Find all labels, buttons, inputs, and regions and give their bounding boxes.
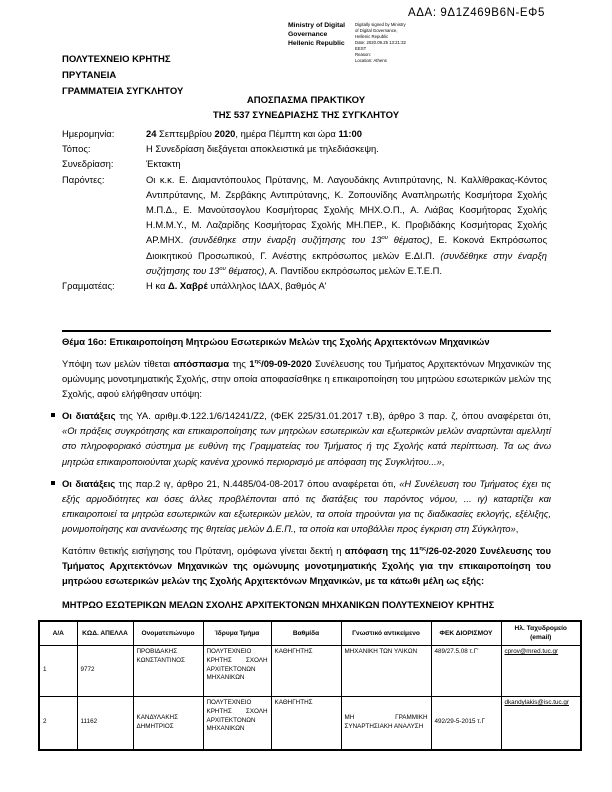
meta-row-session-type [62, 156, 547, 171]
table-row [39, 645, 581, 696]
column-header-fek: ΦΕΚ ΔΙΟΡΙΣΜΟΥ [431, 621, 501, 645]
meta-label: Συνεδρίαση: [62, 158, 114, 170]
column-header-aa: Α/Α [39, 621, 77, 645]
meeting-metadata [62, 126, 547, 293]
institution-line: ΠΟΛΥΤΕΧΝΕΙΟ ΚΡΗΤΗΣ [62, 54, 171, 65]
meta-value: 24 Σεπτεμβρίου 2020, ημέρα Πέμπτη και ώρα 11:00 [146, 128, 362, 139]
cell-fek: 492/29-5-2015 τ.Γ [431, 696, 501, 750]
column-header-name: Ονοματεπώνυμο [133, 621, 203, 645]
meta-label: Τόπος: [62, 143, 91, 155]
cell-institution: ΠΟΛΥΤΕΧΝΕΙΟ ΚΡΗΤΗΣ ΣΧΟΛΗ ΑΡΧΙΤΕΚΤΟΝΩΝ ΜΗΧΑΝΙΚΩΝ [203, 645, 271, 696]
list-item [62, 476, 551, 536]
cell-email [501, 645, 581, 696]
cell-name: ΠΡΟΒΙΔΑΚΗΣ ΚΩΝΣΤΑΝΤΙΝΟΣ [133, 645, 203, 696]
cell-fek: 489/27.5.08 τ.Γ' [431, 645, 501, 696]
registry-table [38, 620, 582, 750]
cell-email [501, 696, 581, 750]
meta-row-secretary [62, 278, 547, 293]
bullet-text: Οι διατάξεις της ΥΑ. αριθμ.Φ.122.1/6/14241/Ζ2, (ΦΕΚ 225/31.01.2017 τ.Β), άρθρο 3 παρ. ζ, όπου αναφέρεται ότι, «Οι πράξεις συγκρότησης και επικαιροποίησης των μητρώων εσωτερικών και εξωτερικών μελών αναρτώνται αμελλητί στο πληροφοριακό σύστημα με ευθύνη της Γραμματείας του Τμήματος ή της Σχολής κατά περίπτωση. Τα ως άνω μητρώα επικαιροποιούνται χωρίς κανένα χρονικό περιορισμό με απόφαση της Συγκλήτου...», [62, 410, 551, 467]
meta-row-date [62, 126, 547, 141]
cell-apella-code: 11162 [77, 696, 133, 750]
table-row [39, 696, 581, 750]
column-header-field: Γνωστικό αντικείμενο [341, 621, 431, 645]
email-link[interactable]: dkandylakis@isc.tuc.gr [504, 698, 569, 706]
square-bullet-icon [51, 481, 55, 485]
cell-field: ΜΗΧΑΝΙΚΗ ΤΩΝ ΥΛΙΚΩΝ [341, 645, 431, 696]
email-link[interactable]: cprov@mred.tuc.gr [504, 647, 559, 655]
institution-line: ΓΡΑΜΜΑΤΕΙΑ ΣΥΓΚΛΗΤΟΥ [62, 86, 184, 97]
registry-title: ΜΗΤΡΩΟ ΕΣΩΤΕΡΙΚΩΝ ΜΕΛΩΝ ΣΧΟΛΗΣ ΑΡΧΙΤΕΚΤΟΝΩΝ ΜΗΧΑΝΙΚΩΝ ΠΟΛΥΤΕΧΝΕΙΟΥ ΚΡΗΤΗΣ [62, 600, 495, 611]
intro-paragraph: Υπόψη των μελών τίθεται απόσπασμα της $1^{\eta\varsigma}/09-09-2020$ Συνέλευσης του Τμήματος Αρχιτεκτόνων Μηχανικών της ομώνυμης μονοτμηματικής Σχολής, στην οποία αποφασίσθηκε η επικαιροποίηση του μητρώου εσωτερικών μελών της Σχολής, αφού ελήφθησαν υπόψη: [62, 358, 551, 400]
meta-value: Η Συνεδρίαση διεξάγεται αποκλειστικά με τηλεδιάσκεψη. [146, 143, 379, 155]
cell-aa: 2 [39, 696, 77, 750]
ada-code: ΑΔΑ: 9Δ1Ζ469Β6Ν-ΕΦ5 [408, 7, 545, 19]
meta-value: Έκτακτη [146, 158, 181, 170]
ministry-name: Ministry of Digital Governance Hellenic Republic [288, 22, 346, 47]
decision-body [43, 356, 569, 751]
cell-rank: ΚΑΘΗΓΗΤΗΣ [271, 696, 341, 750]
legal-references-list [62, 408, 551, 536]
meta-value: Οι κ.κ. Ε. Διαμαντόπουλος Πρύτανης, Μ. Λαγουδάκης Αντιπρύτανης, Ν. Καλλίθρακας-Κόντος Αντιπρύτανης, Μ. Ζερβάκης Αντιπρύτανης, Κ. Ζοπουνίδης Αναπληρωτής Κοσμήτορα Σχολής Μ.Π.Δ., Ε. Μανούτσογλου Κοσμήτορας Σχολής ΜΗΧ.Ο.Π., Α. Λιάβας Κοσμήτορας Σχολής Η.Μ.Μ.Υ., Μ. Λαζαρίδης Κοσμήτορας Σχολής ΜΗ.ΠΕΡ., Κ. Προβιδάκης Κοσμήτορας Σχολής ΑΡ.ΜΗΧ. (συνδέθηκε στην έναρξη συζήτησης του $13^{o\upsilon}$ θέματος), Ε. Κοκονά Εκπρόσωπος Διοικητικού Προσωπικού, Γ. Ανέστης εκπρόσωπος μελών Ε.ΔΙ.Π. (συνδέθηκε στην έναρξη συζήτησης του $13^{o\upsilon}$ θέματος), Α. Παντίδου εκπρόσωπος μελών Ε.Τ.Ε.Π. [146, 173, 547, 276]
topic-heading: Θέμα 16ο: Επικαιροποίηση Μητρώου Εσωτερικών Μελών της Σχολής Αρχιτεκτόνων Μηχανικών [62, 330, 551, 349]
document-title [0, 93, 612, 123]
list-item [62, 408, 551, 468]
table-header-row [39, 621, 581, 645]
cell-rank: ΚΑΘΗΓΗΤΗΣ [271, 645, 341, 696]
meta-row-attendees [62, 172, 547, 278]
closing-paragraph: Κατόπιν θετικής εισήγησης του Πρύτανη, ομόφωνα γίνεται δεκτή η απόφαση της $11^{\eta\varsigma}/26-02-2020$ Συνέλευσης του Τμήματος Αρχιτεκτόνων Μηχανικών της ομώνυμης μονοτμηματικής Σχολής για την επικαιροποίηση του μητρώου εσωτερικών μελών της Σχολής Αρχιτεκτόνων Μηχανικών, με τα κάτωθι μέλη ως εξής: [62, 545, 551, 587]
cell-aa: 1 [39, 645, 77, 696]
meta-row-place [62, 141, 547, 156]
cell-name: ΚΑΝΔΥΛΑΚΗΣ ΔΗΜΗΤΡΙΟΣ [133, 696, 203, 750]
cell-institution: ΠΟΛΥΤΕΧΝΕΙΟ ΚΡΗΤΗΣ ΣΧΟΛΗ ΑΡΧΙΤΕΚΤΟΝΩΝ ΜΗΧΑΝΙΚΩΝ [203, 696, 271, 750]
column-header-rank: Βαθμίδα [271, 621, 341, 645]
square-bullet-icon [51, 413, 55, 417]
column-header-institution: Ίδρυμα Τμήμα [203, 621, 271, 645]
meta-label: Γραμματέας: [62, 280, 115, 292]
meta-label: Ημερομηνία: [62, 128, 115, 139]
column-header-apella-code: ΚΩΔ. ΑΠΕΛΛΑ [77, 621, 133, 645]
meta-value: Η κα Δ. Χαβρέ υπάλληλος ΙΔΑΧ, βαθμός Α' [146, 280, 327, 292]
institution-line: ΠΡΥΤΑΝΕΙΑ [62, 70, 117, 81]
document-title-line1: ΑΠΟΣΠΑΣΜΑ ΠΡΑΚΤΙΚΟΥ [246, 95, 366, 106]
document-title-line2: ΤΗΣ 537 ΣΥΝΕΔΡΙΑΣΗΣ ΤΗΣ ΣΥΓΚΛΗΤΟΥ [212, 110, 400, 121]
cell-apella-code: 9772 [77, 645, 133, 696]
meta-label: Παρόντες: [62, 173, 105, 185]
digital-signature-stamp [288, 22, 435, 64]
signature-details: Digitally signed by Ministry of Digital Governance, Hellenic Republic Date: 2020.09.25 13:21:32 EEST Reason: Location: Athens [355, 22, 406, 64]
cell-field: ΜΗ ΓΡΑΜΜΙΚΗ ΣΥΝΑΡΤΗΣΙΑΚΗ ΑΝΑΛΥΣΗ [341, 696, 431, 750]
column-header-email: Ηλ. Ταχυδρομείο (email) [501, 621, 581, 645]
bullet-text: Οι διατάξεις της παρ.2 ιγ, άρθρο 21, Ν.4485/04-08-2017 όπου αναφέρεται ότι, «Η Συνέλευση του Τμήματος έχει τις εξής αρμοδιότητες και όσες άλλες προβλέπονται από τις διατάξεις του παρόντος νόμου, ... ιγ) καταρτίζει και επικαιροποιεί τα μητρώα εσωτερικών και εξωτερικών μελών, τα οποία τηρούνται για τις διαδικασίες εκλογής, εξέλιξης, μονιμοποίησης και ανανέωσης της θητείας μελών Δ.Ε.Π., τα οποία και υποβάλλει προς έγκριση στη Σύγκλητο», [62, 477, 552, 534]
